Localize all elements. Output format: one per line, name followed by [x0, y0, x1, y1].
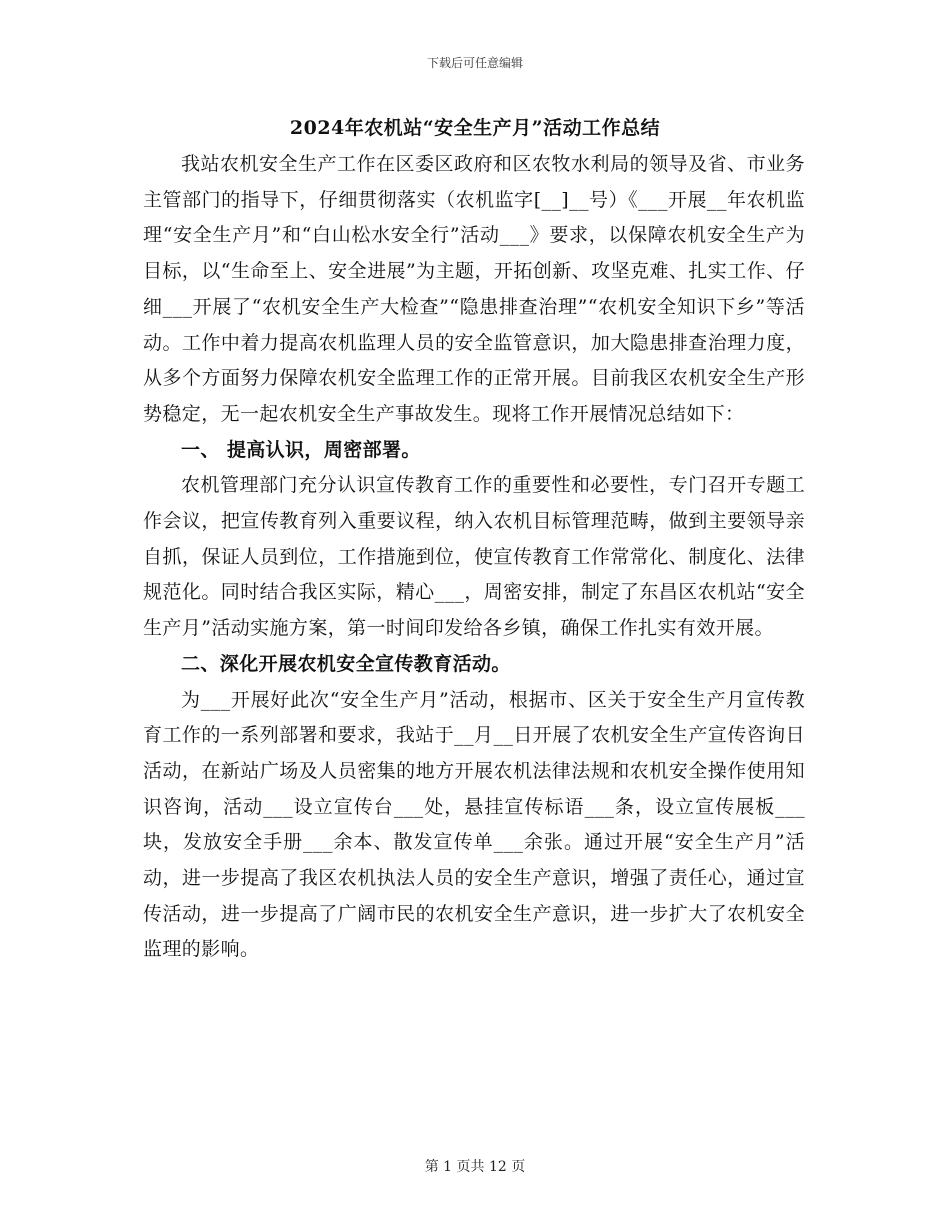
intro-paragraph: 我站农机安全生产工作在区委区政府和区农牧水利局的领导及省、市业务主管部门的指导下，仔细贯彻落实（农机监字[__]__号）《___开展__年农机监理“安全生产月”和“白山松水安全行”活动___》要求，以保障农机安全生产为目标，以“生命至上、安全进展”为主题，开拓创新、攻坚克难、扎实工作、仔细___开展了“农机安全生产大检查”“隐患排查治理”“农机安全知识下乡”等活动。工作中着力提高农机监理人员的安全监管意识，加大隐患排查治理力度，从多个方面努力保障农机安全监理工作的正常开展。目前我区农机安全生产形势稳定，无一起农机安全生产事故发生。现将工作开展情况总结如下： — [143, 153, 805, 425]
page-footer: 第 1 页共 12 页 — [424, 1159, 526, 1175]
section-1-heading: 一、 提高认识，周密部署。 — [181, 438, 421, 461]
section-2-heading: 二、深化开展农机安全宣传教育活动。 — [181, 652, 511, 675]
header-note: 下载后可任意编辑 — [426, 56, 523, 70]
document-title: 2024年农机站“安全生产月”活动工作总结 — [289, 117, 661, 139]
section-1-paragraph: 农机管理部门充分认识宣传教育工作的重要性和必要性，专门召开专题工作会议，把宣传教育列入重要议程，纳入农机目标管理范畴，做到主要领导亲自抓，保证人员到位，工作措施到位，使宣传教育工作常常化、制度化、法律规范化。同时结合我区实际，精心___，周密安排，制定了东昌区农机站“安全生产月”活动实施方案，第一时间印发给各乡镇，确保工作扎实有效开展。 — [143, 474, 805, 640]
document-body — [143, 147, 805, 968]
section-2-paragraph: 为___开展好此次“安全生产月”活动，根据市、区关于安全生产月宣传教育工作的一系列部署和要求，我站于__月__日开展了农机安全生产宣传咨询日活动，在新站广场及人员密集的地方开展农机法律法规和农机安全操作使用知识咨询，活动___设立宣传台___处，悬挂宣传标语___条，设立宣传展板___块，发放安全手册___余本、散发宣传单___余张。通过开展“安全生产月”活动，进一步提高了我区农机执法人员的安全生产意识，增强了责任心，通过宣传活动，进一步提高了广阔市民的农机安全生产意识，进一步扩大了农机安全监理的影响。 — [143, 688, 805, 961]
